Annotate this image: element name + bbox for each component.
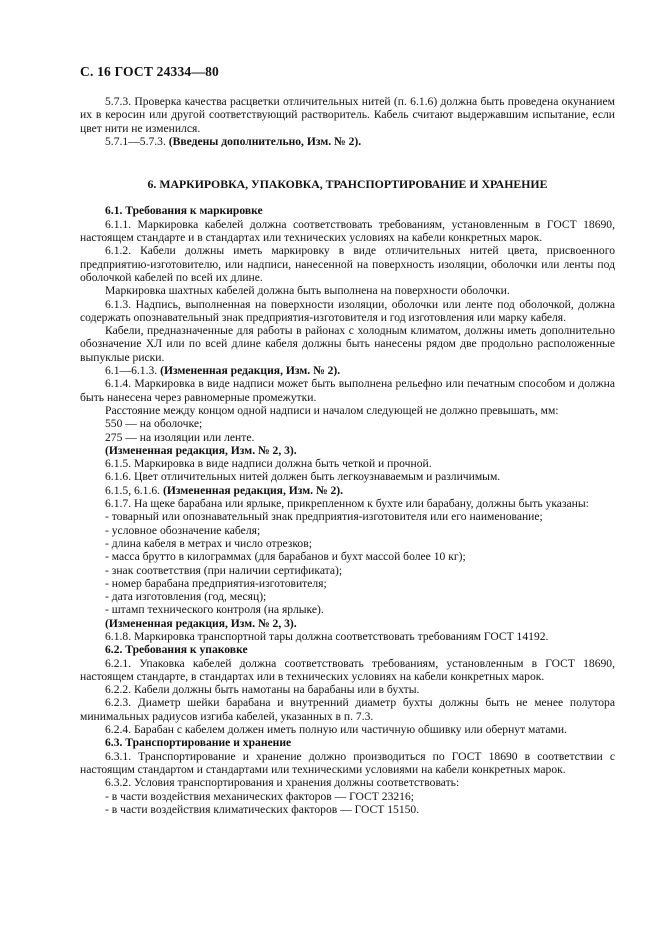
paragraph-text: 6.1.6. Цвет отличительных нитей должен быть легкоузнаваемым и различимым. bbox=[105, 470, 501, 484]
paragraph bbox=[80, 364, 615, 377]
paragraph-text: Расстояние между концом одной надписи и началом следующей не должно превышать, мм: bbox=[105, 403, 559, 417]
list-item bbox=[80, 790, 615, 803]
paragraph-text: - штамп технического контроля (на ярлыке). bbox=[105, 603, 324, 617]
paragraph-text: 5.7.1—5.7.3. bbox=[105, 134, 169, 148]
paragraph-text: - дата изготовления (год, месяц); bbox=[105, 590, 267, 604]
paragraph-text: 6.2.1. Упаковка кабелей должна соответствовать требованиям, установленным в ГОСТ 18690, настоящем стандарте, в стандартах или в технических условиях на кабели конкретных марок. bbox=[80, 656, 615, 683]
paragraph-text: - масса брутто в килограммах (для барабанов и бухт массой более 10 кг); bbox=[105, 550, 466, 564]
paragraph-text: 6.1.3. Надпись, выполненная на поверхности изоляции, оболочки или ленте под оболочкой, должна содержать опознавательный знак предприятия-изготовителя и год изготовления или марку кабеля. bbox=[80, 297, 615, 324]
subsection-heading bbox=[80, 444, 615, 457]
paragraph-text: - знак соответствия (при наличии сертификата); bbox=[105, 563, 343, 577]
paragraph-text: 5.7.3. Проверка качества расцветки отличительных нитей (п. 6.1.6) должна быть проведена окунанием их в керосин или другой соответствующий растворитель. Кабель считают выдержавшим испытание, если цвет нити не изменился. bbox=[80, 95, 615, 135]
paragraph-text: 6. МАРКИРОВКА, УПАКОВКА, ТРАНСПОРТИРОВАНИЕ И ХРАНЕНИЕ bbox=[147, 177, 548, 192]
paragraph bbox=[80, 284, 615, 297]
paragraph-text: 6.1.8. Маркировка транспортной тары должна соответствовать требованиям ГОСТ 14192. bbox=[105, 629, 549, 643]
paragraph-text: 6.3.1. Транспортирование и хранение должно производиться по ГОСТ 18690 в соответствии с настоящим стандартом и стандартами или техническими условиями на кабели конкретных марок. bbox=[80, 749, 615, 776]
paragraph bbox=[80, 723, 615, 736]
paragraph bbox=[80, 298, 615, 325]
amendment-note: (Измененная редакция, Изм. № 2). bbox=[162, 483, 344, 497]
paragraph-text: 6.1.4. Маркировка в виде надписи может быть выполнена рельефно или печатным способом и должна быть нанесена через равномерные промежутки. bbox=[80, 377, 615, 404]
paragraph-text: 275 — на изоляции или ленте. bbox=[105, 430, 255, 444]
paragraph-text: Кабели, предназначенные для работы в районах с холодным климатом, должны иметь дополнительно обозначение ХЛ или по всей длине кабеля должны быть нанесены рядом две продольно расположенные выпуклые риски. bbox=[80, 324, 615, 364]
amendment-note: (Измененная редакция, Изм. № 2). bbox=[160, 364, 341, 378]
list-item bbox=[80, 603, 615, 616]
paragraph-text: - товарный или опознавательный знак предприятия-изготовителя или его наименование; bbox=[105, 510, 543, 524]
paragraph-text: 6.2. Требования к упаковке bbox=[105, 643, 248, 657]
paragraph-text: 6.2.3. Диаметр шейки барабана и внутренний диаметр бухты должны быть не менее полутора минимальных радиусов изгиба кабелей, указанных в п. 7.3. bbox=[80, 696, 615, 723]
list-item bbox=[80, 803, 615, 816]
page-header: С. 16 ГОСТ 24334—80 bbox=[80, 64, 219, 79]
paragraph-text: - длина кабеля в метрах и число отрезков; bbox=[105, 536, 312, 550]
paragraph bbox=[80, 497, 615, 510]
paragraph-text: 6.3.2. Условия транспортирования и хранения должны соответствовать: bbox=[105, 776, 460, 790]
paragraph bbox=[80, 244, 615, 284]
list-item bbox=[80, 577, 615, 590]
paragraph-text: 550 — на оболочке; bbox=[105, 417, 203, 431]
list-item bbox=[80, 590, 615, 603]
list-item bbox=[80, 550, 615, 563]
list-item bbox=[80, 564, 615, 577]
paragraph-text: - в части воздействия климатических факторов — ГОСТ 15150. bbox=[105, 802, 420, 816]
paragraph bbox=[80, 750, 615, 777]
paragraph bbox=[80, 457, 615, 470]
paragraph-text: 6.1—6.1.3. bbox=[105, 364, 161, 378]
subsection-heading bbox=[80, 204, 615, 217]
paragraph bbox=[80, 683, 615, 696]
paragraph bbox=[80, 696, 615, 723]
subsection-heading bbox=[80, 643, 615, 656]
paragraph-text: 6.1. Требования к маркировке bbox=[105, 204, 263, 218]
paragraph-text: 6.1.1. Маркировка кабелей должна соответствовать требованиям, установленным в ГОСТ 18690, настоящем стандарте и в стандартах или технических условиях на кабели конкретных марок. bbox=[80, 217, 615, 245]
list-item bbox=[80, 537, 615, 550]
paragraph bbox=[80, 324, 615, 364]
paragraph-text: (Измененная редакция, Изм. № 2, 3). bbox=[105, 616, 297, 630]
paragraph bbox=[80, 95, 615, 135]
subsection-heading bbox=[80, 617, 615, 630]
paragraph-text: 6.3. Транспортирование и хранение bbox=[105, 736, 292, 750]
paragraph-text: 6.1.7. На щеке барабана или ярлыке, прикрепленном к бухте или барабану, должны быть указаны: bbox=[105, 497, 589, 511]
paragraph bbox=[80, 657, 615, 684]
paragraph bbox=[80, 218, 615, 245]
paragraph-text: 6.1.2. Кабели должны иметь маркировку в виде отличительных нитей цвета, присвоенного предприятию-изготовителю, или надписи, нанесенной на поверхность изоляции, оболочки или ленты под оболочкой кабелей по всей их длине. bbox=[80, 244, 615, 284]
paragraph bbox=[80, 484, 615, 497]
amendment-note: (Введены дополнительно, Изм. № 2). bbox=[168, 134, 362, 148]
paragraph bbox=[80, 431, 615, 444]
section-title bbox=[80, 178, 615, 191]
paragraph-text: - в части воздействия механических факторов — ГОСТ 23216; bbox=[105, 789, 414, 803]
paragraph-text: 6.1.5. Маркировка в виде надписи должна быть четкой и прочной. bbox=[105, 457, 432, 471]
paragraph-text: - номер барабана предприятия-изготовителя; bbox=[105, 576, 327, 590]
paragraph-text: Маркировка шахтных кабелей должна быть выполнена на поверхности оболочки. bbox=[105, 284, 510, 298]
paragraph bbox=[80, 417, 615, 430]
paragraph bbox=[80, 404, 615, 417]
paragraph-text: 6.1.5, 6.1.6. bbox=[105, 483, 163, 497]
paragraph-text: 6.2.2. Кабели должны быть намотаны на барабаны или в бухты. bbox=[105, 683, 420, 697]
document-body bbox=[80, 95, 615, 816]
list-item bbox=[80, 510, 615, 523]
paragraph bbox=[80, 470, 615, 483]
paragraph-text: (Измененная редакция, Изм. № 2, 3). bbox=[105, 443, 297, 457]
paragraph-text: - условное обозначение кабеля; bbox=[105, 523, 261, 537]
paragraph bbox=[80, 377, 615, 404]
list-item bbox=[80, 524, 615, 537]
paragraph bbox=[80, 630, 615, 643]
paragraph bbox=[80, 776, 615, 789]
subsection-heading bbox=[80, 736, 615, 749]
paragraph bbox=[80, 135, 615, 148]
paragraph-text: 6.2.4. Барабан с кабелем должен иметь полную или частичную обшивку или обернут матами. bbox=[105, 723, 567, 737]
